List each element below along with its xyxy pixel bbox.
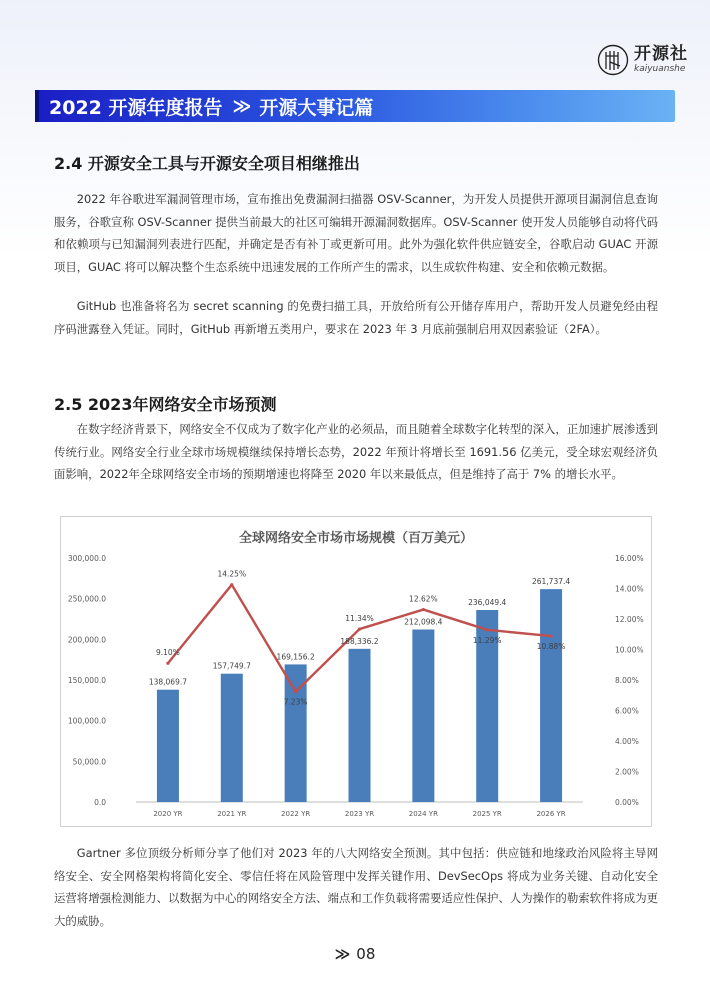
kaiyuanshe-logo-icon	[597, 44, 629, 76]
banner-accent-bar	[35, 90, 39, 122]
chart-growth-value-label: 11.29%	[472, 635, 502, 645]
chart-x-tick-label: 2025 YR	[472, 810, 502, 818]
chart-growth-value-label: 10.88%	[536, 642, 566, 652]
section-2-4-paragraph-2: GitHub 也准备将名为 secret scanning 的免费扫描工具，开放给所有公开储存库用户，帮助开发人员避免经由程序码泄露登入凭证。同时，GitHub 再新增五类用户，要求在 2023 年 3 月底前强制启用双因素验证（2FA）。	[54, 299, 658, 336]
chart-x-tick-label: 2021 YR	[217, 810, 247, 818]
chart-y2-tick-label: 10.00%	[615, 645, 644, 655]
chart-bar-value-label: 188,336.2	[340, 636, 379, 646]
chart-y2-tick-label: 16.00%	[615, 554, 644, 563]
banner-double-chevron-icon: ≫	[232, 95, 252, 117]
chart-growth-value-label: 9.10%	[156, 648, 180, 658]
chart-y-tick-label: 200,000.0	[67, 635, 106, 645]
chart-bar-value-label: 212,098.4	[404, 617, 443, 627]
chart-bar-value-label: 261,737.4	[531, 577, 571, 587]
chart-y-tick-label: 150,000.0	[67, 676, 106, 685]
chart-x-tick-label: 2022 YR	[281, 810, 311, 818]
page-footer	[0, 944, 710, 963]
kaiyuanshe-logo	[597, 44, 688, 76]
chart-y2-tick-label: 4.00%	[615, 737, 639, 746]
chart-growth-point	[422, 608, 425, 611]
report-banner	[35, 90, 675, 122]
chart-y-tick-label: 0.0	[94, 798, 106, 807]
logo-name-en: kaiyuanshe	[634, 64, 686, 74]
closing-paragraph: Gartner 多位顶级分析师分享了他们对 2023 年的八大网络安全预测。其中包括：供应链和地缘政治风险将主导网络安全、安全网格架构将简化安全、零信任将在风险管理中发挥关键作用、DevSecOps 将成为业务关键、自动化安全运营将增强检测能力、以数据为中心的网络安全方法、端点和工作负载将需要适应性保护、人为操作的勒索软件将成为更大的威胁。	[54, 846, 658, 928]
section-2-4-paragraph-1: 2022 年谷歌进军漏洞管理市场，宣布推出免费漏洞扫描器 OSV-Scanner，为开发人员提供开源项目漏洞信息查询服务，谷歌宣称 OSV-Scanner 提供当前最大的社区可编辑开源漏洞数据库。OSV-Scanner 使开发人员能够自动将代码和依赖项与已知漏洞列表进行匹配，并确定是否有补丁或更新可用。此外为强化软件供应链安全，谷歌启动 GUAC 开源项目，GUAC 将可以解决整个生态系统中迅速发展的工作所产生的需求，以生成软件构建、安全和依赖元数据。	[54, 192, 658, 274]
section-2-5-paragraph: 在数字经济背景下，网络安全不仅成为了数字化产业的必须品，而且随着全球数字化转型的深入，正加速扩展渗透到传统行业。网络安全行业全球市场规模继续保持增长态势，2022 年预计将增长至 1691.56 亿美元，受全球宏观经济负面影响，2022年全球网络安全市场的预期增速也将降至 2020 年以来最低点，但是维持了高于 7% 的增长水平。	[54, 422, 658, 481]
banner-title: 2022 开源年度报告	[49, 96, 223, 119]
chart-y2-tick-label: 2.00%	[615, 767, 639, 777]
chart-bar-value-label: 169,156.2	[276, 652, 315, 662]
chart-x-tick-label: 2023 YR	[344, 810, 375, 818]
chart-growth-point	[549, 634, 552, 637]
footer-double-chevron-icon: ≫	[334, 945, 351, 963]
chart-bar-value-label: 236,049.4	[468, 598, 507, 608]
chart-bar	[412, 629, 434, 802]
market-size-chart	[60, 516, 652, 827]
chart-growth-value-label: 14.25%	[217, 569, 247, 579]
chart-growth-value-label: 7.23%	[283, 697, 308, 707]
chart-growth-point	[166, 662, 169, 665]
section-2-5-heading: 2.5 2023年网络安全市场预测	[54, 395, 277, 414]
chart-bar-value-label: 157,749.7	[212, 661, 251, 671]
chart-y-tick-label: 50,000.0	[72, 757, 106, 767]
chart-growth-point	[358, 627, 361, 630]
chart-y-tick-label: 250,000.0	[67, 594, 106, 604]
chart-y2-tick-label: 8.00%	[615, 676, 639, 685]
page-number: 08	[356, 945, 376, 963]
chart-y-tick-label: 300,000.0	[67, 554, 106, 563]
chart-bar	[349, 649, 371, 802]
chart-growth-value-label: 11.34%	[345, 614, 374, 624]
chart-growth-point	[294, 690, 297, 693]
chart-growth-point	[230, 583, 233, 586]
chart-x-tick-label: 2020 YR	[153, 810, 183, 818]
chart-y2-tick-label: 12.00%	[615, 615, 644, 624]
chart-growth-value-label: 12.62%	[409, 594, 438, 604]
section-2-4-heading: 2.4 开源安全工具与开源安全项目相继推出	[54, 154, 360, 173]
banner-subtitle: 开源大事记篇	[259, 96, 374, 119]
chart-bar	[540, 589, 562, 802]
chart-y2-tick-label: 14.00%	[615, 584, 644, 594]
chart-growth-point	[486, 628, 489, 631]
chart-title: 全球网络安全市场市场规模（百万美元）	[238, 531, 474, 546]
market-size-chart-svg	[61, 517, 651, 826]
chart-x-tick-label: 2026 YR	[536, 810, 566, 818]
chart-bar	[221, 674, 243, 802]
chart-y-tick-label: 100,000.0	[67, 716, 106, 726]
chart-y2-tick-label: 6.00%	[615, 706, 639, 716]
chart-x-tick-label: 2024 YR	[408, 810, 438, 818]
logo-name-cn: 开源社	[634, 44, 688, 64]
chart-bar	[157, 690, 179, 802]
chart-bar-value-label: 138,069.7	[148, 677, 188, 687]
chart-y2-tick-label: 0.00%	[615, 798, 639, 807]
